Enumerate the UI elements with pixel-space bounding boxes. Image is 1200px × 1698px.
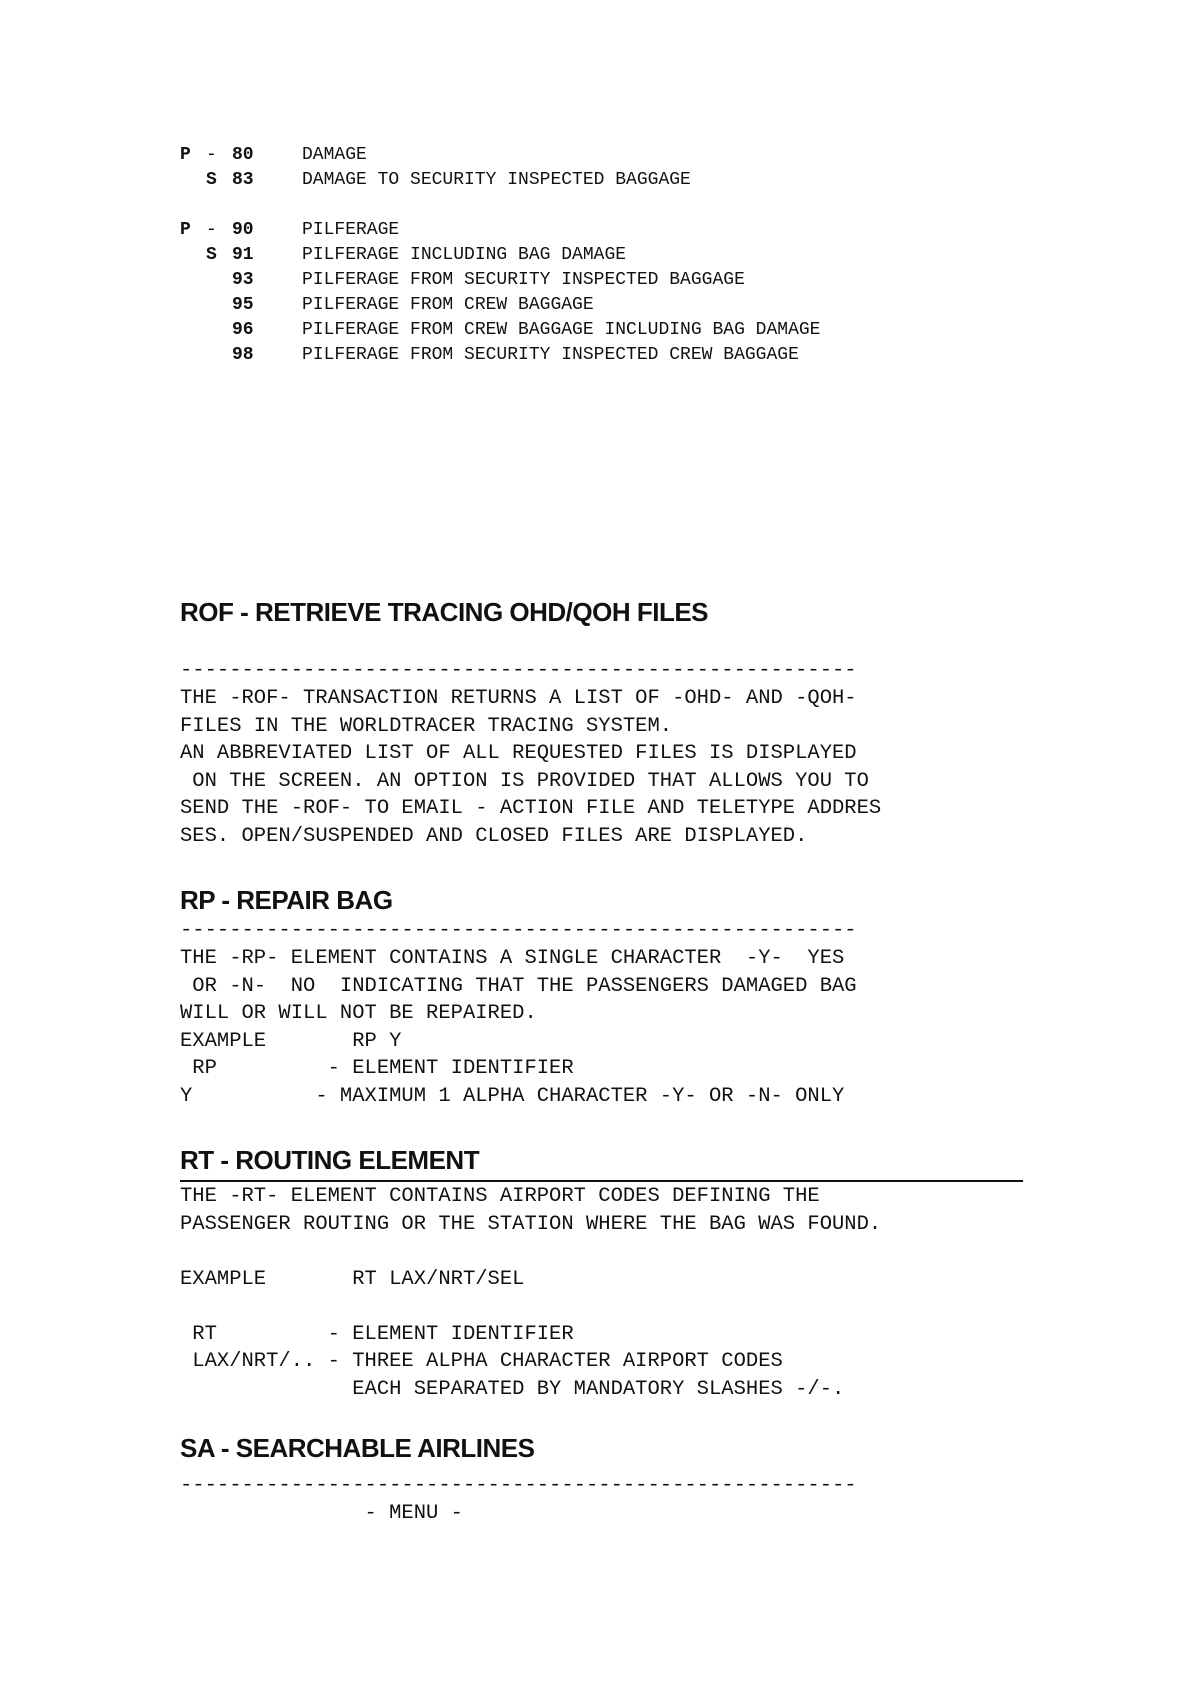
secondary-code: 95 — [232, 295, 254, 315]
rof-section-title: ROF - RETRIEVE TRACING OHD/QOH FILES — [180, 597, 709, 627]
secondary-description: PILFERAGE FROM SECURITY INSPECTED BAGGAGE — [302, 270, 745, 290]
rof-divider: ------------------------------------------------------- — [180, 659, 857, 682]
secondary-label — [206, 268, 232, 293]
secondary-code-row — [180, 268, 820, 293]
primary-description: PILFERAGE — [302, 220, 400, 240]
secondary-label — [206, 293, 232, 318]
secondary-code-row — [180, 318, 820, 343]
primary-code: 80 — [232, 145, 254, 165]
secondary-code: 91 — [232, 245, 254, 265]
secondary-code: 83 — [232, 170, 254, 190]
secondary-code: 96 — [232, 320, 254, 340]
primary-label: P — [180, 220, 191, 240]
secondary-label — [206, 343, 232, 368]
secondary-label — [206, 318, 232, 343]
secondary-description: DAMAGE TO SECURITY INSPECTED BAGGAGE — [302, 170, 691, 190]
primary-code-row — [180, 218, 820, 243]
secondary-code-row — [180, 168, 820, 193]
rt-section-title: RT - ROUTING ELEMENT — [180, 1145, 480, 1175]
secondary-description: PILFERAGE FROM CREW BAGGAGE — [302, 295, 594, 315]
secondary-label: S — [206, 245, 217, 265]
secondary-label: S — [206, 170, 217, 190]
rof-body-text: THE -ROF- TRANSACTION RETURNS A LIST OF -OHD- AND -QOH- FILES IN THE WORLDTRACER TRACING SYSTEM. AN ABBREVIATED LIST OF ALL REQUESTED FILES IS DISPLAYED ON THE SCREEN. AN OPTION IS PROVIDED THAT ALLOWS YOU TO SEND THE -ROF- TO EMAIL - ACTION FILE AND TELETYPE ADDRES SES. OPEN/SUSPENDED AND CLOSED FILES ARE DISPLAYED. — [180, 687, 882, 848]
sa-divider: ------------------------------------------------------- — [180, 1474, 857, 1497]
primary-code: 90 — [232, 220, 254, 240]
primary-code-row — [180, 143, 820, 168]
secondary-description: PILFERAGE FROM SECURITY INSPECTED CREW BAGGAGE — [302, 345, 799, 365]
secondary-description: PILFERAGE INCLUDING BAG DAMAGE — [302, 245, 627, 265]
rp-body-text: THE -RP- ELEMENT CONTAINS A SINGLE CHARACTER -Y- YES OR -N- NO INDICATING THAT THE PASSENGERS DAMAGED BAG WILL OR WILL NOT BE REPAIRED. EXAMPLE RP Y RP - ELEMENT IDENTIFIER Y - MAXIMUM 1 ALPHA CHARACTER -Y- OR -N- ONLY — [180, 947, 857, 1108]
rp-section-title: RP - REPAIR BAG — [180, 885, 393, 915]
secondary-code-row — [180, 243, 820, 268]
sa-section-title: SA - SEARCHABLE AIRLINES — [180, 1433, 535, 1463]
secondary-code: 98 — [232, 345, 254, 365]
primary-description: DAMAGE — [302, 145, 367, 165]
dash: - — [206, 145, 217, 165]
rt-title-underline — [180, 1180, 1023, 1182]
rt-body-text: THE -RT- ELEMENT CONTAINS AIRPORT CODES DEFINING THE PASSENGER ROUTING OR THE STATION WHERE THE BAG WAS FOUND. EXAMPLE RT LAX/NRT/SEL RT - ELEMENT IDENTIFIER LAX/NRT/.. - THREE ALPHA CHARACTER AIRPORT CODES EACH SEPARATED BY MANDATORY SLASHES -/-. — [180, 1185, 882, 1401]
secondary-description: PILFERAGE FROM CREW BAGGAGE INCLUDING BAG DAMAGE — [302, 320, 821, 340]
primary-label: P — [180, 145, 191, 165]
secondary-code: 93 — [232, 270, 254, 290]
dash: - — [206, 220, 217, 240]
reason-code-list — [180, 143, 820, 368]
secondary-code-row — [180, 343, 820, 368]
secondary-code-row — [180, 293, 820, 318]
sa-menu-label: - MENU - — [180, 1502, 463, 1525]
rp-divider: ------------------------------------------------------- — [180, 919, 857, 942]
